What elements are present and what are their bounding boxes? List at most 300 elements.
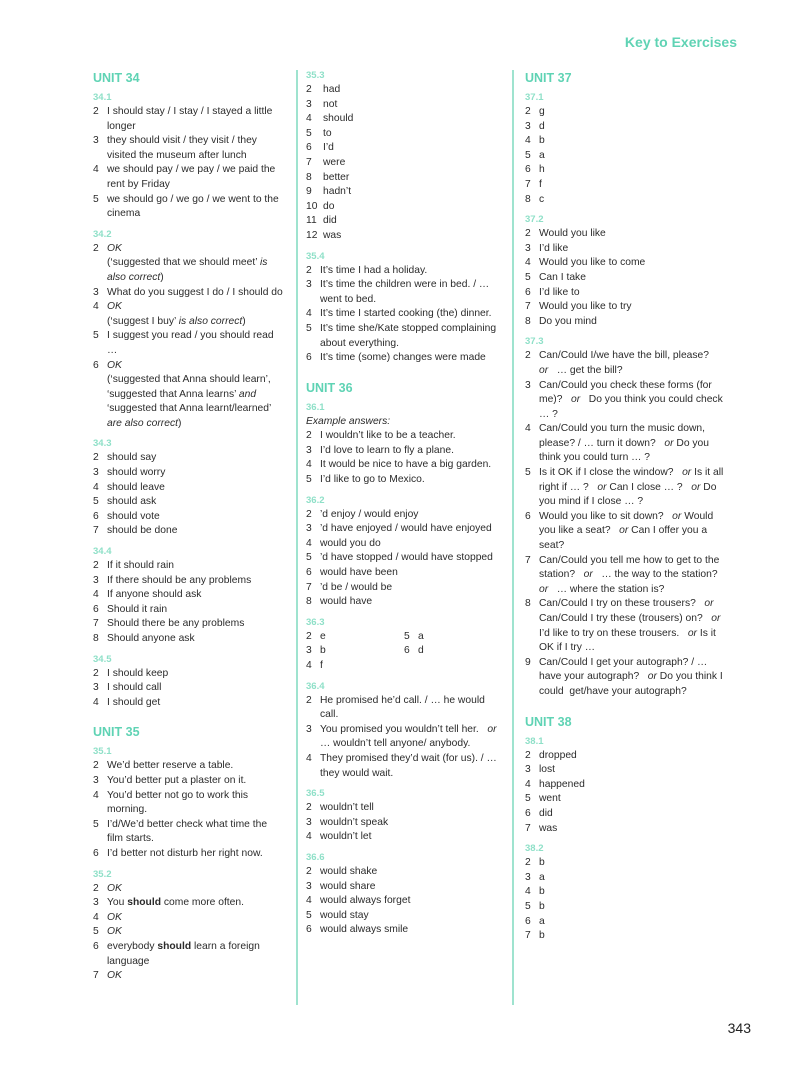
unit-heading: UNIT 35 — [93, 725, 140, 740]
item-text: should — [323, 113, 354, 125]
list-item: 4 OK (‘suggest I buy’ is also correct) — [93, 301, 246, 327]
list-item — [525, 120, 725, 135]
list-item: 9 Can/Could I get your autograph? / … have your autograph? or Do you think I could get/have your autograph? — [525, 656, 726, 697]
list-item — [93, 847, 283, 862]
item-text: should say — [107, 452, 157, 464]
item-number: 4 — [306, 113, 312, 125]
list-item — [525, 315, 725, 330]
item-text: I’d/We’d better check what time the film starts. — [107, 818, 268, 845]
item-text: should worry — [107, 467, 166, 479]
list-item — [525, 900, 725, 915]
item-text: I’d better not disturb her right now. — [107, 847, 263, 859]
unit-heading: UNIT 34 — [93, 71, 140, 85]
item-number: 4 — [93, 589, 99, 601]
item-list — [306, 83, 502, 244]
section-label: 34.5 — [93, 653, 112, 665]
item-list — [93, 667, 283, 711]
item-text: do — [323, 200, 335, 212]
section-label: 38.2 — [525, 843, 544, 855]
item-number: 7 — [93, 618, 99, 630]
item-text: ’d have enjoyed / would have enjoyed — [320, 523, 492, 535]
list-item — [525, 242, 725, 257]
item-text: Should there be any problems — [107, 618, 245, 630]
list-item — [525, 915, 725, 930]
item-text: would have — [320, 596, 373, 608]
item-text: I should call — [107, 682, 162, 694]
list-item — [404, 644, 502, 659]
list-item — [306, 444, 502, 459]
section-label: 34.2 — [93, 228, 112, 240]
item-number: 5 — [306, 552, 312, 564]
item-number: 6 — [404, 645, 410, 657]
list-item — [525, 778, 725, 793]
item-text: we should go / we go / we went to the cinema — [107, 193, 279, 220]
item-text: to — [323, 127, 332, 139]
unit-heading: UNIT 38 — [525, 714, 572, 729]
item-text: hadn’t — [323, 186, 352, 198]
item-number: 5 — [306, 322, 312, 334]
list-item — [93, 510, 283, 525]
list-item — [306, 458, 502, 473]
item-number: 12 — [306, 229, 318, 241]
list-item — [306, 630, 404, 645]
item-number: 2 — [306, 802, 312, 814]
item-number: 7 — [525, 930, 531, 942]
unit-heading: UNIT 37 — [525, 71, 572, 85]
item-number: 2 — [525, 106, 531, 117]
item-text: would stay — [320, 909, 369, 921]
list-item — [525, 749, 725, 764]
item-text: lost — [539, 764, 556, 776]
list-item: 6 OK (‘suggested that Anna should learn’, ‘suggested that Anna learns’ and ‘suggested that Anna learnt/learned’ are also correct) — [93, 359, 271, 429]
item-number: 3 — [306, 645, 312, 657]
item-number: 5 — [525, 793, 531, 805]
item-text: I should stay / I stay / I stayed a little longer — [107, 106, 273, 132]
list-item — [525, 792, 725, 807]
item-number: 7 — [306, 156, 312, 168]
item-text: wouldn’t let — [320, 831, 372, 843]
section-label: 35.3 — [306, 70, 325, 81]
item-number: 2 — [525, 228, 531, 240]
item-text: It’s time I had a holiday. — [320, 264, 428, 276]
item-number: 4 — [525, 778, 531, 790]
item-text: would have been — [320, 567, 398, 579]
list-item: 5 OK — [93, 926, 122, 938]
list-item — [93, 105, 283, 134]
list-item — [306, 865, 502, 880]
item-text: e — [320, 630, 326, 642]
list-item — [93, 524, 283, 539]
item-list — [93, 759, 283, 861]
item-text: I’d like — [539, 242, 569, 254]
item-number: 3 — [306, 816, 312, 828]
list-item: 7 OK — [93, 970, 122, 982]
item-text: Should anyone ask — [107, 633, 195, 644]
list-item — [306, 156, 502, 171]
item-number: 4 — [306, 895, 312, 907]
list-item — [306, 894, 502, 909]
item-text: If it should rain — [107, 560, 174, 572]
item-number: 3 — [93, 774, 99, 786]
item-text: a — [539, 915, 545, 927]
item-number: 2 — [306, 84, 312, 95]
item-text: they should visit / they visit / they visited the museum after lunch — [107, 135, 257, 161]
list-item — [306, 801, 502, 816]
item-number: 2 — [306, 264, 312, 276]
item-text: would always smile — [320, 924, 409, 936]
item-text: a — [539, 871, 545, 883]
item-text: not — [323, 98, 338, 110]
list-item — [93, 451, 283, 466]
item-text: ’d enjoy / would enjoy — [320, 508, 419, 520]
item-list — [306, 865, 502, 938]
list-item — [93, 193, 283, 222]
item-text: should vote — [107, 510, 160, 522]
item-number: 4 — [306, 831, 312, 843]
list-item — [93, 466, 283, 481]
example-note: Example answers: — [306, 415, 391, 427]
page-number: 343 — [727, 1020, 751, 1036]
column-3 — [525, 70, 725, 944]
item-text: we should pay / we pay / we paid the rent by Friday — [107, 164, 276, 190]
list-item — [306, 112, 502, 127]
section-label: 36.3 — [306, 616, 325, 628]
item-number: 6 — [306, 142, 312, 154]
section-label: 35.2 — [93, 868, 112, 880]
list-item — [306, 229, 502, 244]
list-item — [404, 630, 502, 645]
item-text: should leave — [107, 481, 165, 493]
item-list — [93, 559, 283, 647]
item-text: should be done — [107, 525, 178, 537]
item-number: 4 — [93, 696, 99, 708]
item-number: 2 — [93, 560, 99, 572]
item-number: 3 — [306, 279, 312, 291]
item-number: 2 — [525, 857, 531, 869]
list-item: 4 They promised they’d wait (for us). / … they would wait. — [306, 752, 497, 779]
item-list — [93, 105, 283, 222]
item-text: went — [539, 793, 561, 805]
list-item — [93, 495, 283, 510]
list-item — [306, 830, 502, 845]
item-text: It’s time the children were in bed. / … went to bed. — [320, 279, 490, 305]
item-number: 2 — [93, 106, 99, 117]
item-number: 5 — [306, 127, 312, 139]
list-item — [306, 264, 502, 279]
column-1 — [93, 70, 283, 984]
list-item — [306, 127, 502, 142]
item-text: I’d — [323, 142, 334, 154]
list-item — [93, 759, 283, 774]
item-number: 2 — [525, 749, 531, 761]
list-item: 2 OK — [93, 882, 122, 894]
item-text: should ask — [107, 496, 157, 508]
list-item — [306, 429, 502, 444]
list-item — [306, 880, 502, 895]
item-number: 4 — [525, 135, 531, 147]
item-text: If anyone should ask — [107, 589, 202, 601]
item-number: 5 — [404, 630, 410, 642]
item-number: 8 — [306, 596, 312, 608]
two-column-list — [306, 630, 502, 674]
item-number: 3 — [93, 467, 99, 479]
list-item — [525, 227, 725, 242]
item-number: 4 — [306, 537, 312, 549]
section-label: 37.3 — [525, 336, 544, 348]
item-number: 3 — [306, 444, 312, 456]
item-number: 7 — [306, 581, 312, 593]
item-number: 2 — [306, 630, 312, 642]
item-number: 3 — [525, 242, 531, 254]
item-number: 6 — [306, 924, 312, 936]
item-number: 8 — [525, 315, 531, 327]
item-text: h — [539, 164, 545, 176]
item-number: 6 — [306, 352, 312, 364]
item-text: a — [539, 149, 545, 161]
item-list — [404, 630, 502, 674]
item-text: I’d like to — [539, 286, 580, 298]
item-number: 7 — [525, 178, 531, 190]
list-item — [525, 134, 725, 149]
list-item — [306, 171, 502, 186]
section-label: 38.1 — [525, 735, 544, 747]
item-text: wouldn’t tell — [320, 802, 374, 814]
list-item — [525, 271, 725, 286]
item-number: 4 — [93, 481, 99, 493]
list-item — [525, 822, 725, 837]
item-number: 3 — [93, 574, 99, 586]
column-divider-left — [296, 70, 298, 1005]
item-text: b — [539, 886, 545, 898]
item-number: 6 — [525, 915, 531, 927]
item-number: 4 — [93, 164, 99, 176]
item-list — [93, 451, 283, 539]
list-item — [306, 307, 502, 322]
item-number: 2 — [93, 760, 99, 772]
item-number: 6 — [93, 510, 99, 522]
section-label: 36.5 — [306, 788, 325, 800]
item-number: 6 — [93, 603, 99, 615]
item-text: a — [418, 630, 424, 642]
column-divider-right — [512, 70, 514, 1005]
item-text: b — [539, 135, 545, 147]
item-text: better — [323, 171, 350, 183]
item-text: was — [323, 229, 342, 241]
list-item — [525, 256, 725, 271]
list-item — [93, 818, 283, 847]
item-number: 3 — [525, 871, 531, 883]
item-number: 2 — [93, 452, 99, 464]
page-header: Key to Exercises — [624, 34, 737, 50]
item-number: 3 — [525, 120, 531, 132]
item-number: 4 — [93, 789, 99, 801]
item-text: were — [323, 156, 346, 168]
unit-heading: UNIT 36 — [306, 380, 353, 395]
list-item — [525, 193, 725, 208]
list-item — [306, 98, 502, 113]
item-text: Would you like — [539, 228, 606, 240]
item-text: f — [539, 178, 542, 190]
item-text: d — [539, 120, 545, 132]
list-item — [525, 105, 725, 120]
list-item — [525, 763, 725, 778]
item-text: did — [323, 215, 337, 227]
list-item — [306, 644, 404, 659]
item-text: Would you like to try — [539, 301, 632, 313]
list-item: 4 OK — [93, 911, 122, 923]
item-number: 3 — [93, 135, 99, 147]
item-text: b — [320, 645, 326, 657]
list-item — [306, 508, 502, 523]
item-number: 4 — [525, 257, 531, 269]
item-text: would you do — [320, 537, 381, 549]
list-item — [525, 885, 725, 900]
item-text: It’s time she/Kate stopped complaining about everything. — [320, 322, 497, 349]
item-number: 7 — [93, 525, 99, 537]
item-number: 2 — [306, 430, 312, 442]
list-item — [306, 141, 502, 156]
item-number: 5 — [93, 193, 99, 205]
item-text: dropped — [539, 749, 577, 761]
item-text: wouldn’t speak — [320, 816, 389, 828]
list-item — [93, 789, 283, 818]
item-text: f — [320, 660, 323, 671]
item-text: I’d like to go to Mexico. — [320, 474, 425, 486]
list-item — [525, 178, 725, 193]
section-label: 35.1 — [93, 746, 112, 758]
item-number: 7 — [525, 301, 531, 313]
item-text: would always forget — [320, 895, 411, 907]
list-item: 2 Can/Could I/we have the bill, please? or … get the bill? — [525, 350, 718, 376]
list-item — [525, 807, 725, 822]
item-text: I wouldn’t like to be a teacher. — [320, 430, 456, 442]
item-number: 4 — [306, 660, 312, 671]
item-text: b — [539, 900, 545, 912]
item-list — [306, 508, 502, 610]
list-item: 8 Can/Could I try on these trousers? or Can/Could I try these (trousers) on? or I’d like to try on these trousers. or Is it OK if I try … — [525, 598, 724, 654]
list-item — [306, 659, 404, 674]
item-number: 3 — [306, 98, 312, 110]
item-number: 5 — [306, 909, 312, 921]
item-text: Would you like to come — [539, 257, 646, 269]
column-2 — [306, 70, 506, 938]
item-text: It’s time (some) changes were made — [320, 352, 486, 364]
item-text: It’s time I started cooking (the) dinner. — [320, 308, 492, 320]
list-item — [525, 163, 725, 178]
item-number: 6 — [525, 807, 531, 819]
list-item — [93, 681, 283, 696]
item-number: 4 — [525, 886, 531, 898]
item-text: Do you mind — [539, 315, 597, 327]
item-number: 4 — [306, 308, 312, 320]
list-item — [93, 163, 283, 192]
list-item: 2 He promised he’d call. / … he would call. — [306, 694, 485, 721]
item-number: 4 — [306, 459, 312, 471]
list-item — [93, 617, 283, 632]
list-item — [525, 856, 725, 871]
list-item — [525, 149, 725, 164]
list-item: 3 What do you suggest I do / I should do — [93, 286, 283, 298]
item-number: 5 — [93, 818, 99, 830]
list-item: 4 Can/Could you turn the music down, please? / … turn it down? or Do you think you could turn … ? — [525, 423, 712, 464]
list-item: 3 Can/Could you check these forms (for me)? or Do you think you could check … ? — [525, 379, 726, 420]
list-item — [306, 322, 502, 351]
item-number: 3 — [306, 880, 312, 892]
item-list — [306, 429, 502, 487]
list-item — [93, 603, 283, 618]
item-number: 8 — [525, 193, 531, 205]
list-item — [306, 522, 502, 537]
list-item: 3 You promised you wouldn’t tell her. or … wouldn’t tell anyone/ anybody. — [306, 723, 506, 750]
item-number: 5 — [525, 271, 531, 283]
item-number: 5 — [306, 474, 312, 486]
item-number: 3 — [306, 523, 312, 535]
item-number: 3 — [525, 764, 531, 776]
item-number: 6 — [93, 847, 99, 859]
list-item — [306, 909, 502, 924]
list-item — [306, 185, 502, 200]
section-label: 37.2 — [525, 214, 544, 226]
item-number: 7 — [525, 822, 531, 834]
list-item: 6 Would you like to sit down? or Would you like a seat? or Can I offer you a seat? — [525, 510, 717, 552]
item-number: 5 — [93, 496, 99, 508]
item-text: did — [539, 807, 553, 819]
item-list — [306, 264, 502, 366]
item-number: 6 — [306, 567, 312, 579]
list-item: 3 You should come more often. — [93, 897, 244, 909]
item-text: would shake — [320, 865, 378, 877]
item-list — [525, 856, 725, 944]
item-text: would share — [320, 880, 376, 892]
item-text: happened — [539, 778, 585, 790]
item-text: b — [539, 857, 545, 869]
list-item — [525, 286, 725, 301]
item-text: I should get — [107, 696, 161, 708]
item-list — [306, 630, 404, 674]
list-item: 2 OK (‘suggested that we should meet’ is also correct) — [93, 242, 268, 283]
list-item — [93, 134, 283, 163]
list-item — [306, 566, 502, 581]
item-number: 9 — [306, 186, 312, 198]
item-text: Can I take — [539, 271, 586, 283]
list-item — [93, 632, 283, 647]
list-item — [525, 871, 725, 886]
item-text: d — [418, 645, 424, 657]
item-text: g — [539, 106, 545, 117]
list-item — [306, 278, 502, 307]
item-text: Should it rain — [107, 603, 168, 615]
section-label: 36.2 — [306, 494, 325, 506]
section-label: 34.1 — [93, 92, 112, 103]
item-text: I should keep — [107, 667, 169, 679]
section-label: 34.3 — [93, 438, 112, 450]
list-item: 5 I suggest you read / you should read … — [93, 330, 274, 356]
list-item — [525, 929, 725, 944]
list-item — [93, 667, 283, 682]
item-number: 5 — [525, 900, 531, 912]
list-item: 6 everybody should learn a foreign language — [93, 940, 260, 967]
section-label: 36.6 — [306, 851, 325, 863]
list-item — [306, 816, 502, 831]
list-item — [306, 200, 502, 215]
item-text: You’d better put a plaster on it. — [107, 774, 247, 786]
list-item — [306, 595, 502, 610]
item-list — [306, 801, 502, 845]
item-number: 11 — [306, 215, 317, 227]
item-list — [525, 105, 725, 207]
list-item — [306, 581, 502, 596]
item-text: had — [323, 84, 341, 95]
